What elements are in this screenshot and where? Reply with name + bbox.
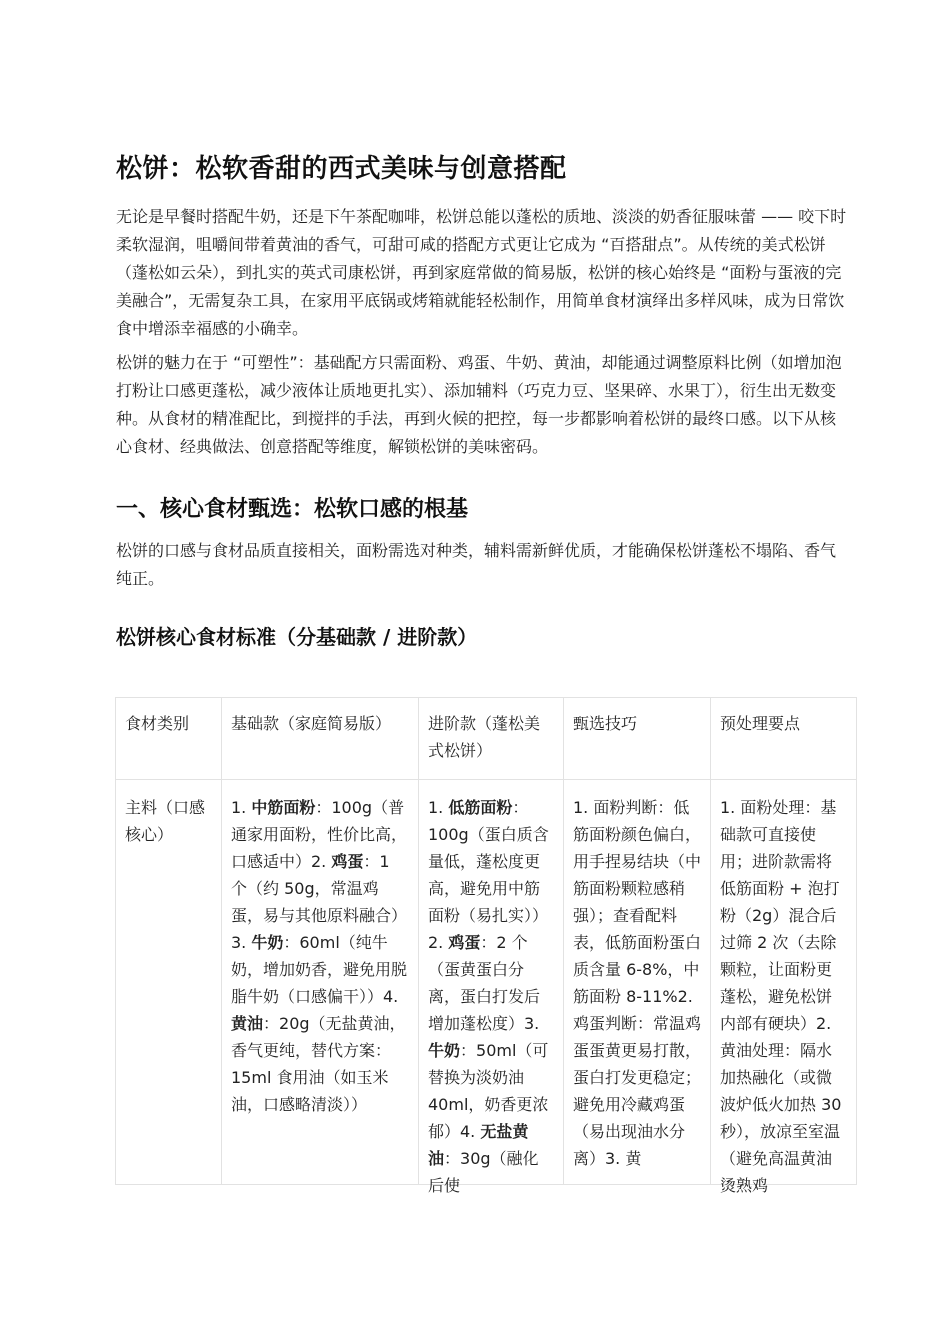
ingredient-name: 中筋面粉	[251, 798, 316, 817]
table-header-cell: 食材类别	[116, 698, 222, 780]
ingredient-name: 牛奶	[251, 933, 284, 952]
section-heading: 一、核心食材甄选：松软口感的根基	[116, 497, 469, 522]
basic-content: 1. 中筋面粉：100g（普通家用面粉，性价比高，口感适中）2. 鸡蛋：1 个（约 50g，常温鸡蛋，易与其他原料融合）3. 牛奶：60ml（纯牛奶，增加奶香，避免用脱脂牛奶（口感偏干））4. 黄油：20g（无盐黄油，香气更纯，替代方案：15ml 食用油（如玉米油，口感略清淡））	[231, 798, 408, 1114]
page-title: 松饼：松软香甜的西式美味与创意搭配	[116, 154, 567, 184]
ingredient-name: 低筋面粉	[448, 798, 513, 817]
table-row	[116, 780, 857, 1185]
tips-cell	[564, 780, 711, 1185]
table-header-cell: 甄选技巧	[564, 698, 711, 780]
ingredient-name: 鸡蛋	[331, 852, 364, 871]
category-text: 主料（口感核心）	[125, 798, 206, 844]
table-header-cell: 预处理要点	[711, 698, 857, 780]
intro-paragraph-1: 无论是早餐时搭配牛奶，还是下午茶配咖啡，松饼总能以蓬松的质地、淡淡的奶香征服味蕾 —— 咬下时柔软湿润，咀嚼间带着黄油的香气，可甜可咸的搭配方式更让它成为 “百搭甜点”。从传统的美式松饼（蓬松如云朵），到扎实的英式司康松饼，再到家庭常做的简易版，松饼的核心始终是 “面粉与蛋液的完美融合”，无需复杂工具，在家用平底锅或烤箱就能轻松制作，用简单食材演绎出多样风味，成为日常饮食中增添幸福感的小确幸。	[116, 207, 847, 338]
table-title: 松饼核心食材标准（分基础款 / 进阶款）	[116, 625, 478, 649]
advanced-content: 1. 低筋面粉：100g（蛋白质含量低，蓬松度更高，避免用中筋面粉（易扎实））2. 鸡蛋：2 个（蛋黄蛋白分离，蛋白打发后增加蓬松度）3. 牛奶：50ml（可替换为淡奶油 40ml，奶香更浓郁）4. 无盐黄油：30g（融化后使	[428, 798, 549, 1195]
table-header-cell: 基础款（家庭简易版）	[222, 698, 419, 780]
ingredient-name: 无盐黄油	[428, 1122, 529, 1168]
ingredient-name: 鸡蛋	[448, 933, 481, 952]
section-paragraph: 松饼的口感与食材品质直接相关，面粉需选对种类，辅料需新鲜优质，才能确保松饼蓬松不塌陷、香气纯正。	[116, 541, 837, 588]
ingredient-name: 牛奶	[428, 1041, 461, 1060]
category-cell	[116, 780, 222, 1185]
ingredient-name: 黄油	[231, 1014, 264, 1033]
basic-cell	[222, 780, 419, 1185]
table-header-row	[116, 698, 857, 780]
ingredient-table	[115, 697, 857, 1195]
prep-cell	[711, 780, 857, 1195]
prep-text: 1. 面粉处理：基础款可直接使用；进阶款需将低筋面粉 + 泡打粉（2g）混合后过筛 2 次（去除颗粒，让面粉更蓬松，避免松饼内部有硬块）2. 黄油处理：隔水加热融化（或微波炉低火加热 30 秒），放凉至室温（避免高温黄油烫熟鸡	[720, 798, 842, 1195]
tips-text: 1. 面粉判断：低筋面粉颜色偏白，用手捏易结块（中筋面粉颗粒感稍强）；查看配料表，低筋面粉蛋白质含量 6-8%，中筋面粉 8-11%2. 鸡蛋判断：常温鸡蛋蛋黄更易打散，蛋白打发更稳定；避免用冷藏鸡蛋（易出现油水分离）3. 黄	[573, 798, 702, 1168]
intro-paragraph-2: 松饼的魅力在于 “可塑性”：基础配方只需面粉、鸡蛋、牛奶、黄油，却能通过调整原料比例（如增加泡打粉让口感更蓬松，减少液体让质地更扎实）、添加辅料（巧克力豆、坚果碎、水果丁），衍生出无数变种。从食材的精准配比，到搅拌的手法，再到火候的把控，每一步都影响着松饼的最终口感。以下从核心食材、经典做法、创意搭配等维度，解锁松饼的美味密码。	[116, 353, 842, 456]
advanced-cell	[419, 780, 564, 1195]
table-header-cell: 进阶款（蓬松美式松饼）	[419, 698, 564, 780]
